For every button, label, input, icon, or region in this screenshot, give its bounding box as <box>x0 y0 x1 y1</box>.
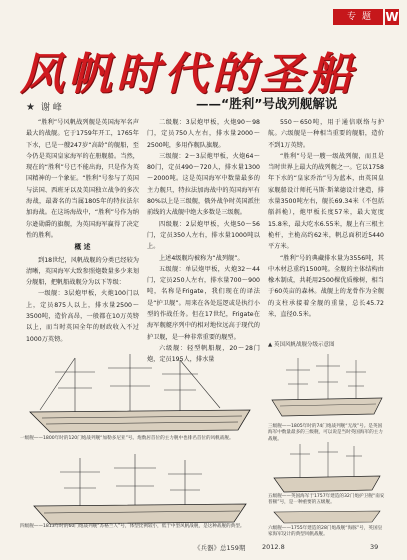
magazine-issue: 《兵器》总159期 <box>194 544 246 552</box>
ship-caption: 四级舰——1813年时的60门炮战列舰“苏格兰人”号，体型比例较小，低于中型风帆战舰，是这种战舰的典型。 <box>20 524 245 529</box>
issue-date: 2012.8 <box>262 543 285 551</box>
ship-caption: 一级舰——1800年时的120门炮战列舰“加勒多尼亚”号。炮数居首位的主力舰中也排名首位的风帆战舰。 <box>20 436 234 441</box>
page-number: 39 <box>370 543 379 551</box>
section-heading: 概 述 <box>74 243 91 252</box>
article-column-3 <box>268 117 384 320</box>
paragraph: 一级舰：3层炮甲板，火炮100门以上，定员875人以上，排水量2500～3500吨，造价高昂，一般都在10万英镑以上，而当时英国全年的财政收入不过1000万英镑。 <box>26 290 139 343</box>
w-logo: W <box>385 10 399 24</box>
author-name: 谢 峰 <box>40 103 62 113</box>
ship-caption: 三级舰——1805年时的74门炮战列舰“无敌”号。是英国海军中数量最多的三级舰，可以说是当时英国海军的主力战舰。 <box>268 424 383 442</box>
paragraph: “胜利”号的典藏排水量为3556吨，其中木材总重约1500吨。全舰的主体结构由橡木制成，共耗用2500棵优质橡树，相当于60英亩的森林。战舰上的龙骨作为全舰的支柱承接着全舰的重量，总长45.72米，直径0.5米。 <box>268 254 384 319</box>
paragraph: 到18世纪，风帆战舰的分类已经较为清晰，英国海军大致参照炮数量多少来划分舰船，把帆船战舰分为以下等级： <box>26 256 139 287</box>
article-column-2 <box>147 117 260 366</box>
ship-drawing-sixth-rate <box>268 506 386 528</box>
paragraph: 550～650吨，用于通信联络与护航。六级舰是一种相当重要的舰船，造价不到1万英镑。 <box>268 119 384 149</box>
page-footer <box>0 540 407 554</box>
article-column-1 <box>26 117 139 345</box>
ship-drawing-third-rate <box>268 352 386 422</box>
paragraph: “胜利”号是一艘一级战列舰，而且是当时世界上最大的战列舰之一。它以1758年下水的“皇家乔治”号为蓝本，由英国皇家舰船设计师托马斯·斯莱德设计建造，排水量3500吨左右，舰长69.34米（不包括艏斜桅），炮甲板长度57米，最大宽度15.8米，最大吃水6.55米，舰上有三根主桅杆，主桅高约62米，帆总面积近5440平方米。 <box>268 152 384 251</box>
paragraph: 四级舰：2层炮甲板，火炮50～56门，定员350人左右，排水量1000吨以上。 <box>147 220 260 251</box>
paragraph: 二级舰：3层炮甲板，火炮90～98门，定员750人左右，排水量2000～2500吨，多用作舰队旗舰。 <box>147 119 260 149</box>
paragraph: “胜利”号风帆战列舰是英国海军名声最大的战舰。它于1759年开工，1765年下水，已是一艘247岁“高龄”的舰船，至今仍是英国皇家海军的在册舰船。当然，现在的“胜利”号已不能出海，只是作为英国精神的一个象征。“胜利”号参与了英国与法国、西班牙以及美国独立战争的多次海战，最著名的当属1805年的特拉法尔加海战。在这场海战中，“胜利”号作为纳尔逊勋爵的旗舰，为英国海军赢得了决定性的胜利。 <box>26 119 139 239</box>
page-title: 风帆时代的圣船 <box>20 49 356 100</box>
figure-caption: ▲ 英国风帆战舰分级示意图 <box>268 342 335 348</box>
paragraph: 六级舰：轻型帆船舰，20～28门炮，定员195人，排水量 <box>147 344 260 364</box>
page-subtitle: ——“胜利”号战列舰解说 <box>196 96 338 111</box>
section-label: 专题 <box>333 9 383 25</box>
ship-caption: 五级舰——英国海军于1757年建造的32门炮护卫舰“南安普顿”号，是一种重要的五级舰。 <box>268 494 385 506</box>
author-line <box>26 100 62 113</box>
ship-drawing-first-rate <box>20 350 260 440</box>
paragraph: 五级舰：单层炮甲板，火炮32～44门，定员250人左右，排水量700～900吨，名称是Frigate，我们现在的译法是“护卫舰”。用来在各处巡逻或是执行小型的作战任务。但在17世纪，Frigate在海军舰艇序列中的相对地位远高于现代的护卫舰，是一种非常重要的舰型。 <box>147 265 260 341</box>
ship-drawing-fifth-rate <box>268 440 386 496</box>
ship-drawing-fourth-rate <box>20 452 260 532</box>
star-icon: ★ <box>26 102 35 113</box>
ship-caption: 六级舰——1755年建造的28门炮战舰“海豚”号，英国皇家海军设计的典型风帆战舰。 <box>268 526 383 538</box>
section-badge <box>333 9 399 25</box>
paragraph: 上述4级舰均被称为“战列舰”。 <box>159 254 244 262</box>
paragraph: 三级舰：2～3层炮甲板，火炮64～80门，定员490～720人，排水量1300～2000吨。这是英国海军中数量最多的主力舰只，特拉法加海战中的英国海军有80%以上是三级舰，俄外战争时英国派往前线的大战舰中绝大多数是三级舰。 <box>147 152 260 217</box>
